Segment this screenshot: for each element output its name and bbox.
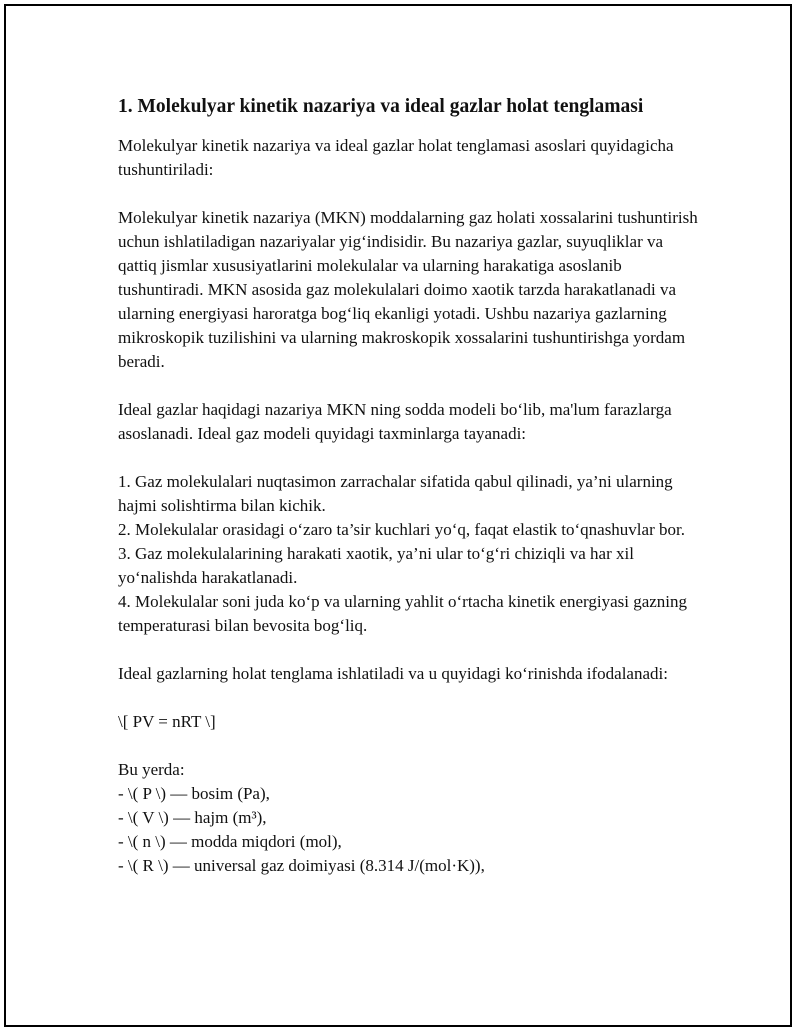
- assumption-item: 3. Gaz molekulalarining harakati xaotik, ya’ni ular to‘g‘ri chiziqli va har xil yo‘nalishda harakatlanadi.: [118, 544, 634, 587]
- assumptions-list: [118, 470, 700, 638]
- intro-paragraph: Molekulyar kinetik nazariya va ideal gazlar holat tenglamasi asoslari quyidagicha tushuntiriladi:: [118, 136, 674, 179]
- document-body: [118, 94, 700, 878]
- definitions-list: [118, 758, 700, 878]
- assumption-item: 2. Molekulalar orasidagi o‘zaro ta’sir kuchlari yo‘q, faqat elastik to‘qnashuvlar bor.: [118, 520, 685, 539]
- where-label: Bu yerda:: [118, 760, 185, 779]
- definition-item: - \( P \) — bosim (Pa),: [118, 784, 270, 803]
- definition-item: - \( R \) — universal gaz doimiyasi (8.314 J/(mol·K)),: [118, 856, 485, 875]
- assumption-item: 1. Gaz molekulalari nuqtasimon zarrachalar sifatida qabul qilinadi, ya’ni ularning hajmi solishtirma bilan kichik.: [118, 472, 673, 515]
- assumption-item: 4. Molekulalar soni juda ko‘p va ularning yahlit o‘rtacha kinetik energiyasi gazning temperaturasi bilan bevosita bog‘liq.: [118, 592, 688, 635]
- ideal-gas-paragraph: Ideal gazlar haqidagi nazariya MKN ning sodda modeli bo‘lib, ma'lum farazlarga asoslanadi. Ideal gaz modeli quyidagi taxminlarga tayanadi:: [118, 400, 672, 443]
- mkn-paragraph: Molekulyar kinetik nazariya (MKN) moddalarning gaz holati xossalarini tushuntirish uchun ishlatiladigan nazariyalar yig‘indisidir. Bu nazariya gazlar, suyuqliklar va qattiq jismlar xususiyatlarini molekulalar va ularning harakatiga asoslanib tushuntiradi. MKN asosida gaz molekulalari doimo xaotik tarzda harakatlanadi va ularning energiyasi haroratga bog‘liq ekanligi yotadi. Ushbu nazariya gazlarning mikroskopik tuzilishini va ularning makroskopik xossalarini tushuntirishga yordam beradi.: [118, 208, 698, 371]
- equation-intro: Ideal gazlarning holat tenglama ishlatiladi va u quyidagi ko‘rinishda ifodalanadi:: [118, 664, 668, 683]
- definition-item: - \( n \) — modda miqdori (mol),: [118, 832, 342, 851]
- definition-item: - \( V \) — hajm (m³),: [118, 808, 267, 827]
- equation: \[ PV = nRT \]: [118, 712, 216, 731]
- page-title: 1. Molekulyar kinetik nazariya va ideal gazlar holat tenglamasi: [118, 96, 644, 117]
